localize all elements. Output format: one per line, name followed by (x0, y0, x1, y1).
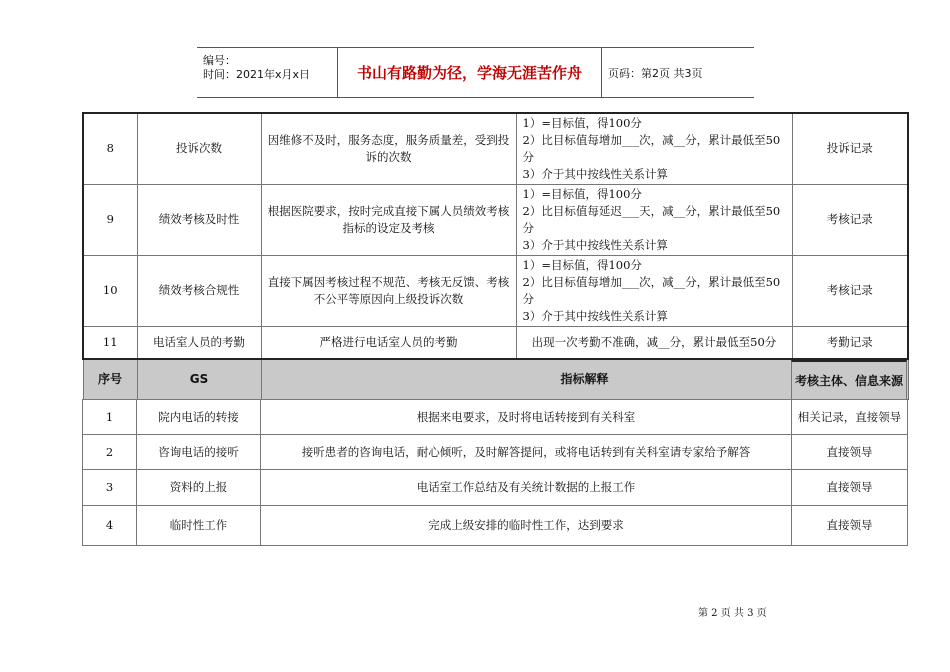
page-footer: 第 2 页 共 3 页 (698, 608, 767, 619)
row-number: 9 (83, 184, 137, 255)
gs-source: 直接领导 (792, 470, 908, 506)
table-row (83, 255, 908, 326)
scoring-rule (516, 184, 792, 255)
gs-name: 资料的上报 (137, 470, 261, 506)
rule-line: 3）介于其中按线性关系计算 (522, 166, 668, 181)
gs-table (82, 399, 908, 546)
row-number: 3 (83, 470, 137, 506)
page-label: 页码：第2页 共3页 (608, 66, 703, 80)
header-source: 考核主体、信息来源 (794, 373, 903, 388)
table-row (83, 506, 908, 546)
indicator-description: 因维修不及时，服务态度，服务质量差，受到投诉的次数 (261, 113, 516, 184)
rule-line: 1）=目标值，得100分 (522, 257, 642, 272)
kpi-table (82, 112, 909, 400)
table-row (83, 326, 908, 359)
table-row (83, 113, 908, 184)
number-label: 编号： (203, 54, 236, 67)
info-source: 考核记录 (792, 255, 908, 326)
gs-explain: 接听患者的咨询电话，耐心倾听，及时解答提问，或将电话转到有关科室请专家给予解答 (261, 435, 792, 470)
row-number: 4 (83, 506, 137, 546)
gs-source: 直接领导 (792, 435, 908, 470)
gs-explain: 电话室工作总结及有关统计数据的上报工作 (261, 470, 792, 506)
page-header (197, 47, 754, 98)
indicator-name: 绩效考核及时性 (137, 184, 261, 255)
rule-line: 出现一次考勤不准确，减__分，累计最低至50分 (531, 334, 777, 349)
time-label: 时间：2021年x月x日 (203, 68, 311, 81)
scoring-rule (516, 255, 792, 326)
indicator-name: 电话室人员的考勤 (137, 326, 261, 359)
row-number: 10 (83, 255, 137, 326)
table-row (83, 435, 908, 470)
gs-source: 直接领导 (792, 506, 908, 546)
header-number: 序号 (83, 359, 137, 399)
row-number: 1 (83, 400, 137, 435)
indicator-name: 投诉次数 (137, 113, 261, 184)
indicator-description: 严格进行电话室人员的考勤 (261, 326, 516, 359)
rule-line: 3）介于其中按线性关系计算 (522, 308, 668, 323)
header-explain: 指标解释 (261, 359, 908, 399)
header-meta (197, 48, 338, 97)
indicator-description: 根据医院要求，按时完成直接下属人员绩效考核指标的设定及考核 (261, 184, 516, 255)
row-number: 2 (83, 435, 137, 470)
rule-line: 2）比目标值每增加___次，减__分，累计最低至50分 (522, 274, 781, 306)
row-number: 8 (83, 113, 137, 184)
scoring-rule (516, 113, 792, 184)
table-header-row (83, 359, 908, 399)
table-row (83, 400, 908, 435)
table-row (83, 470, 908, 506)
rule-line: 1）=目标值，得100分 (522, 115, 642, 130)
rule-line: 3）介于其中按线性关系计算 (522, 237, 668, 252)
gs-explain: 根据来电要求，及时将电话转接到有关科室 (261, 400, 792, 435)
gs-source: 相关记录，直接领导 (792, 400, 908, 435)
row-number: 11 (83, 326, 137, 359)
header-source-cell (791, 360, 907, 400)
gs-name: 临时性工作 (137, 506, 261, 546)
info-source: 投诉记录 (792, 113, 908, 184)
table-row (83, 184, 908, 255)
rule-line: 2）比目标值每增加___次，减__分，累计最低至50分 (522, 132, 781, 164)
gs-name: 咨询电话的接听 (137, 435, 261, 470)
info-source: 考核记录 (792, 184, 908, 255)
indicator-description: 直接下属因考核过程不规范、考核无反馈、考核不公平等原因向上级投诉次数 (261, 255, 516, 326)
info-source: 考勤记录 (792, 326, 908, 359)
gs-explain: 完成上级安排的临时性工作，达到要求 (261, 506, 792, 546)
indicator-name: 绩效考核合规性 (137, 255, 261, 326)
motto: 书山有路勤为径，学海无涯苦作舟 (338, 48, 602, 97)
gs-name: 院内电话的转接 (137, 400, 261, 435)
rule-line: 2）比目标值每延迟___天，减__分，累计最低至50分 (522, 203, 781, 235)
scoring-rule (516, 326, 792, 359)
rule-line: 1）=目标值，得100分 (522, 186, 642, 201)
header-gs: GS (137, 359, 261, 399)
